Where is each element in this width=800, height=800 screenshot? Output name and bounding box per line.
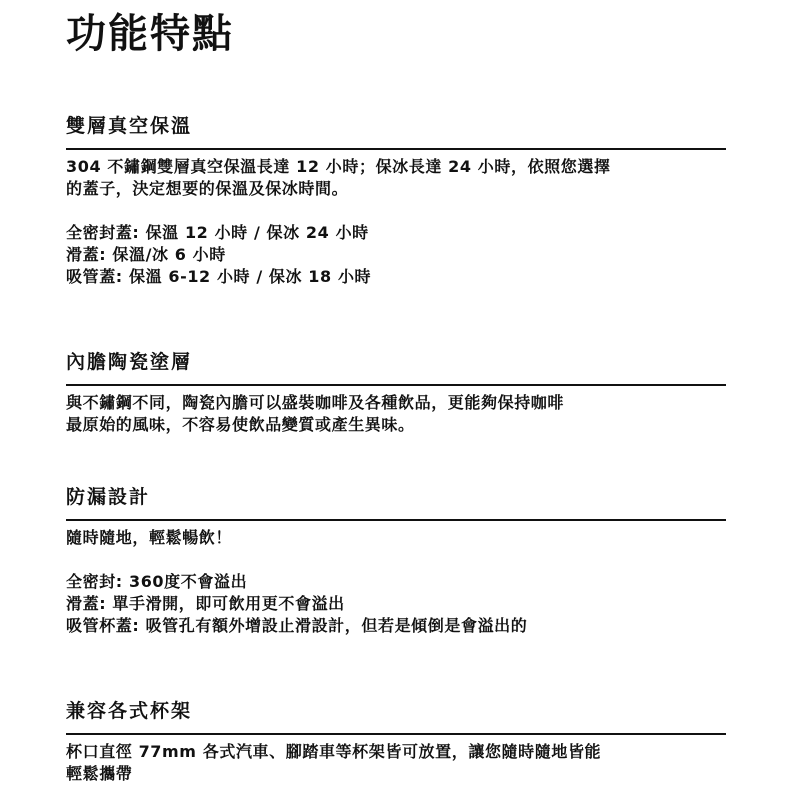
section-heading: 雙層真空保溫	[66, 115, 193, 137]
text-line: 輕鬆攜帶	[66, 764, 133, 783]
paragraph	[66, 156, 726, 200]
section-leakproof-design	[66, 483, 726, 637]
text-line: 杯口直徑 77mm 各式汽車、腳踏車等杯架皆可放置，讓您隨時隨地皆能	[66, 742, 602, 761]
text-line: 隨時隨地，輕鬆暢飲！	[66, 528, 233, 547]
text-line: 吸管蓋: 保溫 6-12 小時 / 保冰 18 小時	[66, 267, 372, 286]
paragraph	[66, 527, 726, 549]
page-title: 功能特點	[66, 11, 234, 57]
paragraph	[66, 571, 726, 637]
section-heading: 兼容各式杯架	[66, 700, 193, 722]
section-heading: 內膽陶瓷塗層	[66, 351, 193, 373]
text-line: 滑蓋: 保溫/冰 6 小時	[66, 245, 226, 264]
paragraph	[66, 392, 726, 436]
section-cup-holder-compatibility	[66, 697, 726, 785]
section-divider	[66, 733, 726, 735]
section-divider	[66, 519, 726, 521]
section-body	[66, 392, 726, 436]
text-line: 與不鏽鋼不同，陶瓷內膽可以盛裝咖啡及各種飲品，更能夠保持咖啡	[66, 393, 565, 412]
text-line: 全密封蓋: 保溫 12 小時 / 保冰 24 小時	[66, 223, 369, 242]
section-divider	[66, 384, 726, 386]
text-line: 最原始的風味，不容易使飲品變質或產生異味。	[66, 415, 415, 434]
section-ceramic-coating	[66, 348, 726, 436]
text-line: 全密封: 360度不會溢出	[66, 572, 248, 591]
paragraph	[66, 222, 726, 288]
section-heading: 防漏設計	[66, 486, 151, 508]
text-line: 吸管杯蓋: 吸管孔有額外增設止滑設計，但若是傾倒是會溢出的	[66, 616, 528, 635]
text-line: 304 不鏽鋼雙層真空保溫長達 12 小時；保冰長達 24 小時，依照您選擇	[66, 157, 611, 176]
paragraph	[66, 741, 726, 785]
section-body	[66, 156, 726, 288]
section-body	[66, 527, 726, 637]
section-vacuum-insulation	[66, 112, 726, 288]
text-line: 的蓋子，決定想要的保溫及保冰時間。	[66, 179, 349, 198]
text-line: 滑蓋: 單手滑開，即可飲用更不會溢出	[66, 594, 345, 613]
section-body	[66, 741, 726, 785]
section-divider	[66, 148, 726, 150]
